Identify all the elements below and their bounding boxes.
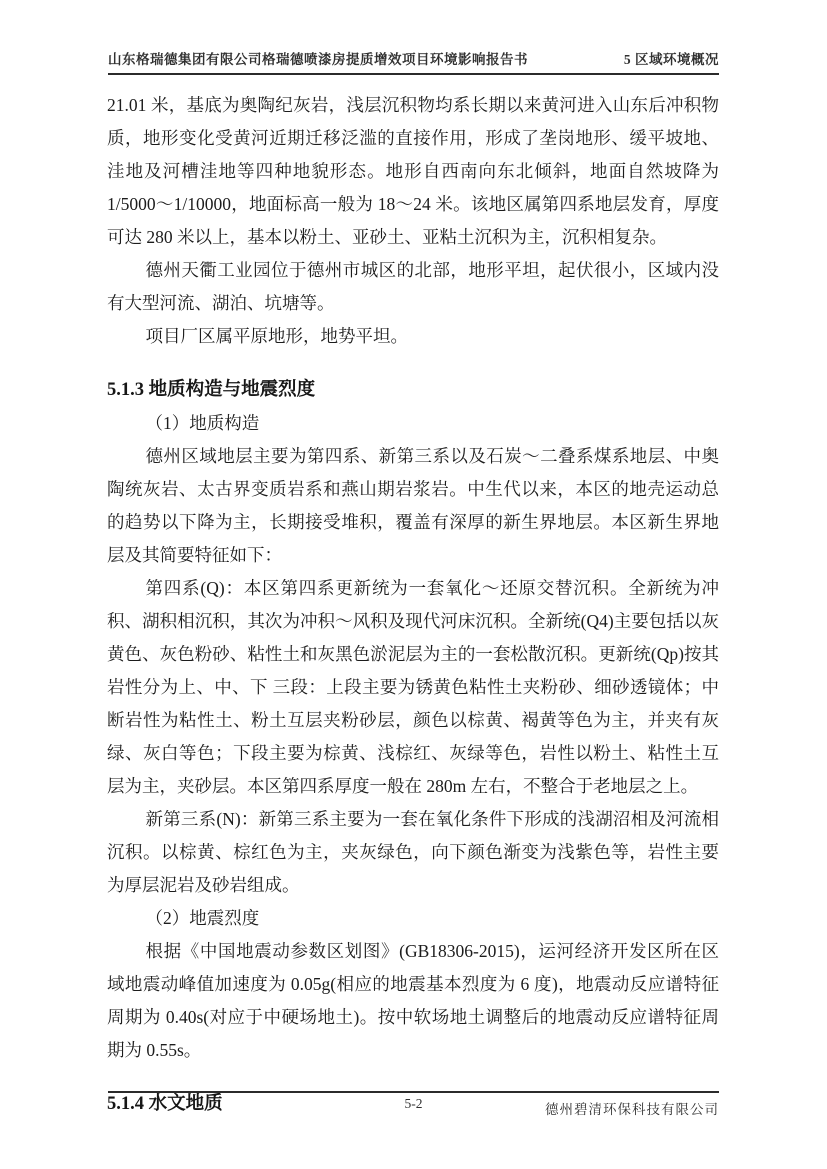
section-heading-5-1-4: 5.1.4 水文地质: [107, 1094, 223, 1114]
subheading-geological-structure: （1）地质构造: [145, 413, 260, 433]
paragraph-neogene-system: 新第三系(N)：新第三系主要为一套在氧化条件下形成的浅湖沼相及河流相沉积。以棕黄、棕红色为主，夹灰绿色，向下颜色渐变为浅紫色等，岩性主要为厚层泥岩及砂岩组成。: [107, 809, 719, 895]
paragraph-seismic-parameters: 根据《中国地震动参数区划图》(GB18306-2015)，运河经济开发区所在区域地震动峰值加速度为 0.05g(相应的地震基本烈度为 6 度)，地震动反应谱特征周期为 0.40s(对应于中硬场地土)。按中软场地土调整后的地震动反应谱特征周期为 0.55s。: [107, 941, 719, 1060]
page-header: [108, 48, 719, 75]
footer-company-name: 德州碧清环保科技有限公司: [545, 1102, 719, 1117]
header-doc-title: 山东格瑞德集团有限公司格瑞德喷漆房提质增效项目环境影响报告书: [108, 52, 528, 67]
section-heading-5-1-3: 5.1.3 地质构造与地震烈度: [107, 380, 316, 400]
paragraph-dezhou-strata: 德州区域地层主要为第四系、新第三系以及石炭～二叠系煤系地层、中奥陶统灰岩、太古界变质岩系和燕山期岩浆岩。中生代以来，本区的地壳运动总的趋势以下降为主，长期接受堆积，覆盖有深厚的新生界地层。本区新生界地层及其简要特征如下：: [107, 446, 719, 565]
document-body: [107, 89, 719, 1121]
footer-page-number: 5-2: [404, 1096, 423, 1111]
paragraph-industrial-park: 德州天衢工业园位于德州市城区的北部，地形平坦，起伏很小，区域内没有大型河流、湖泊、坑塘等。: [107, 260, 719, 313]
paragraph-factory-area: 项目厂区属平原地形，地势平坦。: [145, 326, 408, 346]
page-footer: [108, 1091, 719, 1117]
paragraph-quaternary-system: 第四系(Q)：本区第四系更新统为一套氧化～还原交替沉积。全新统为冲积、湖积相沉积，其次为冲积～风积及现代河床沉积。全新统(Q4)主要包括以灰黄色、灰色粉砂、粘性土和灰黑色淤泥层为主的一套松散沉积。更新统(Qp)按其岩性分为上、中、下 三段：上段主要为锈黄色粘性土夹粉砂、细砂透镜体；中断岩性为粘性土、粉土互层夹粉砂层，颜色以棕黄、褐黄等色为主，并夹有灰绿、灰白等色；下段主要为棕黄、浅棕红、灰绿等色，岩性以粉土、粘性土互层为主，夹砂层。本区第四系厚度一般在 280m 左右，不整合于老地层之上。: [107, 578, 719, 796]
subheading-seismic-intensity: （2）地震烈度: [145, 908, 260, 928]
header-chapter-label: 5 区域环境概况: [623, 52, 719, 67]
paragraph-terrain-continuation: 21.01 米，基底为奥陶纪灰岩，浅层沉积物均系长期以来黄河进入山东后冲积物质，地形变化受黄河近期迁移泛滥的直接作用，形成了垄岗地形、缓平坡地、洼地及河槽洼地等四种地貌形态。地形自西南向东北倾斜，地面自然坡降为 1/5000～1/10000，地面标高一般为 18～24 米。该地区属第四系地层发育，厚度可达 280 米以上，基本以粉土、亚砂土、亚粘土沉积为主，沉积相复杂。: [107, 95, 719, 247]
